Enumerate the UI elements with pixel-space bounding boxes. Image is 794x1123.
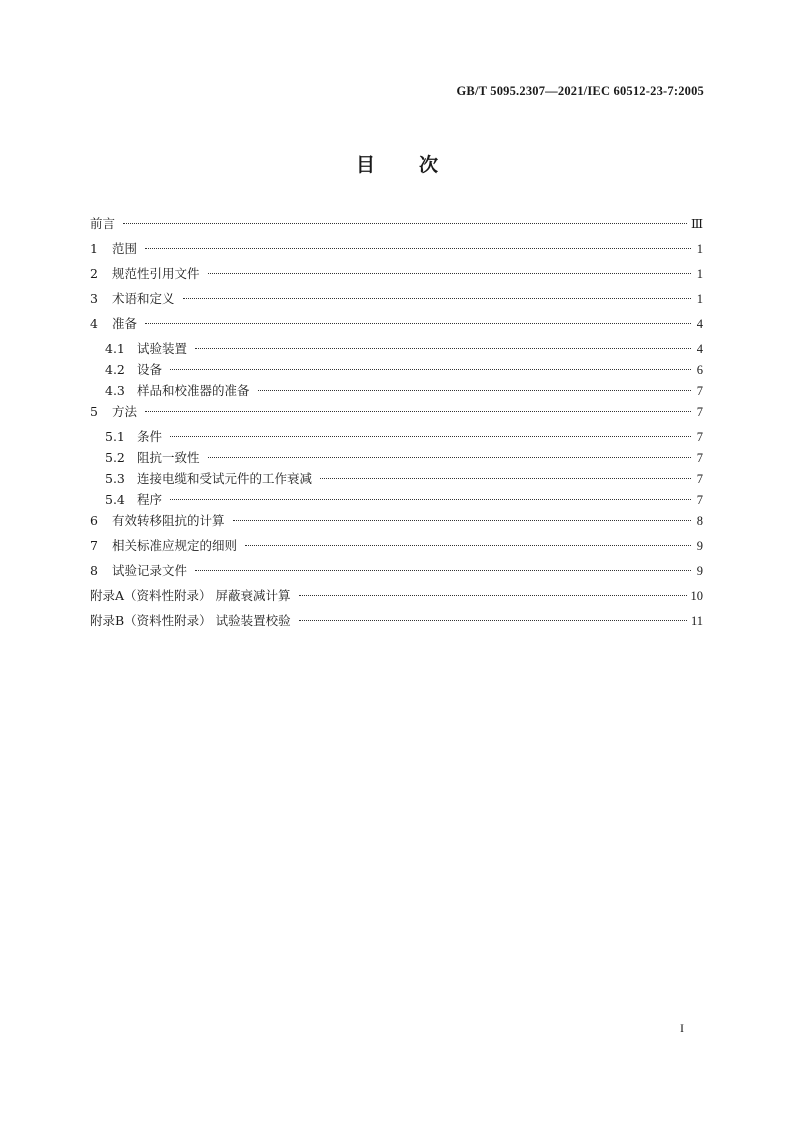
toc-entry-page: 1: [696, 267, 703, 281]
toc-entry-label: 设备: [137, 362, 163, 377]
toc-entry[interactable]: [90, 339, 703, 360]
toc-entry-page: 4: [696, 317, 703, 331]
toc-entry-label: 试验装置: [137, 341, 188, 356]
toc-entry[interactable]: [90, 448, 703, 469]
toc-entry-label: 程序: [137, 492, 163, 507]
standard-code: GB/T 5095.2307—2021/IEC 60512-23-7:2005: [456, 84, 704, 98]
toc-entry-label: 附录B（资料性附录） 试验装置校验: [90, 613, 291, 628]
toc-entry-page: 8: [696, 514, 703, 528]
toc-entry-number: 5.4: [105, 492, 125, 507]
toc-entry[interactable]: [90, 289, 703, 314]
dot-leader: [170, 499, 691, 500]
toc-entry-label: 有效转移阻抗的计算: [112, 513, 225, 528]
toc-entry[interactable]: [90, 402, 703, 427]
dot-leader: [145, 323, 691, 324]
toc-entry[interactable]: [90, 561, 703, 586]
page-number: I: [680, 1021, 684, 1035]
dot-leader: [195, 570, 691, 571]
dot-leader: [258, 390, 691, 391]
toc-entry-page: 7: [696, 451, 703, 465]
dot-leader: [299, 595, 687, 596]
toc-entry-number: 4: [90, 316, 98, 331]
dot-leader: [145, 411, 691, 412]
toc-entry-label: 阻抗一致性: [137, 450, 200, 465]
toc-entry-page: 1: [696, 292, 703, 306]
toc-entry-number: 5.3: [105, 471, 125, 486]
toc-entry-page: 1: [696, 242, 703, 256]
toc-entry[interactable]: [90, 511, 703, 536]
toc-entry-number: 3: [90, 291, 98, 306]
toc-entry-number: 8: [90, 563, 98, 578]
toc-entry-page: 7: [696, 384, 703, 398]
toc-entry-number: 1: [90, 241, 98, 256]
toc-entry-label: 相关标准应规定的细则: [112, 538, 238, 553]
toc-entry[interactable]: [90, 469, 703, 490]
toc-entry[interactable]: [90, 239, 703, 264]
toc-entry-label: 样品和校准器的准备: [137, 383, 250, 398]
dot-leader: [145, 248, 691, 249]
toc-entry-label: 连接电缆和受试元件的工作衰减: [137, 471, 313, 486]
toc-entry-page: 9: [696, 539, 703, 553]
toc-entry[interactable]: [90, 586, 703, 611]
toc-entry-page: 7: [696, 405, 703, 419]
toc-entry-page: 9: [696, 564, 703, 578]
toc-entry-number: 5.2: [105, 450, 125, 465]
toc-entry-label: 准备: [112, 316, 138, 331]
toc-entry[interactable]: [90, 214, 703, 239]
toc-entry-label: 术语和定义: [112, 291, 175, 306]
toc-entry-number: 7: [90, 538, 98, 553]
dot-leader: [183, 298, 691, 299]
toc-entry[interactable]: [90, 427, 703, 448]
page-title: 目次: [355, 154, 482, 176]
dot-leader: [208, 457, 691, 458]
toc-entry-number: 5: [90, 404, 98, 419]
dot-leader: [299, 620, 687, 621]
toc-entry-page: Ⅲ: [690, 217, 703, 231]
dot-leader: [245, 545, 691, 546]
toc-entry-page: 7: [696, 493, 703, 507]
toc-entry[interactable]: [90, 536, 703, 561]
toc-entry-number: 4.1: [105, 341, 125, 356]
toc-entry-number: 4.3: [105, 383, 125, 398]
toc-entry-page: 10: [690, 589, 703, 603]
toc-entry-page: 11: [690, 614, 703, 628]
toc-entry-label: 条件: [137, 429, 163, 444]
toc-entry[interactable]: [90, 381, 703, 402]
dot-leader: [170, 436, 691, 437]
toc-entry-number: 4.2: [105, 362, 125, 377]
dot-leader: [208, 273, 691, 274]
toc-entry-page: 6: [696, 363, 703, 377]
toc-entry-page: 4: [696, 342, 703, 356]
dot-leader: [195, 348, 691, 349]
toc-entry[interactable]: [90, 490, 703, 511]
toc-entry-page: 7: [696, 430, 703, 444]
toc-entry-number: 5.1: [105, 429, 125, 444]
table-of-contents: [90, 214, 703, 636]
dot-leader: [123, 223, 687, 224]
toc-entry-number: 6: [90, 513, 98, 528]
toc-entry[interactable]: [90, 264, 703, 289]
toc-entry-label: 方法: [112, 404, 138, 419]
toc-entry-number: 2: [90, 266, 98, 281]
toc-entry-label: 规范性引用文件: [112, 266, 200, 281]
toc-entry[interactable]: [90, 360, 703, 381]
dot-leader: [233, 520, 691, 521]
toc-entry[interactable]: [90, 314, 703, 339]
toc-entry-label: 范围: [112, 241, 138, 256]
dot-leader: [320, 478, 691, 479]
toc-entry[interactable]: [90, 611, 703, 636]
toc-entry-label: 附录A（资料性附录） 屏蔽衰减计算: [90, 588, 291, 603]
dot-leader: [170, 369, 691, 370]
toc-entry-label: 前言: [90, 216, 116, 231]
toc-entry-page: 7: [696, 472, 703, 486]
toc-entry-label: 试验记录文件: [112, 563, 188, 578]
